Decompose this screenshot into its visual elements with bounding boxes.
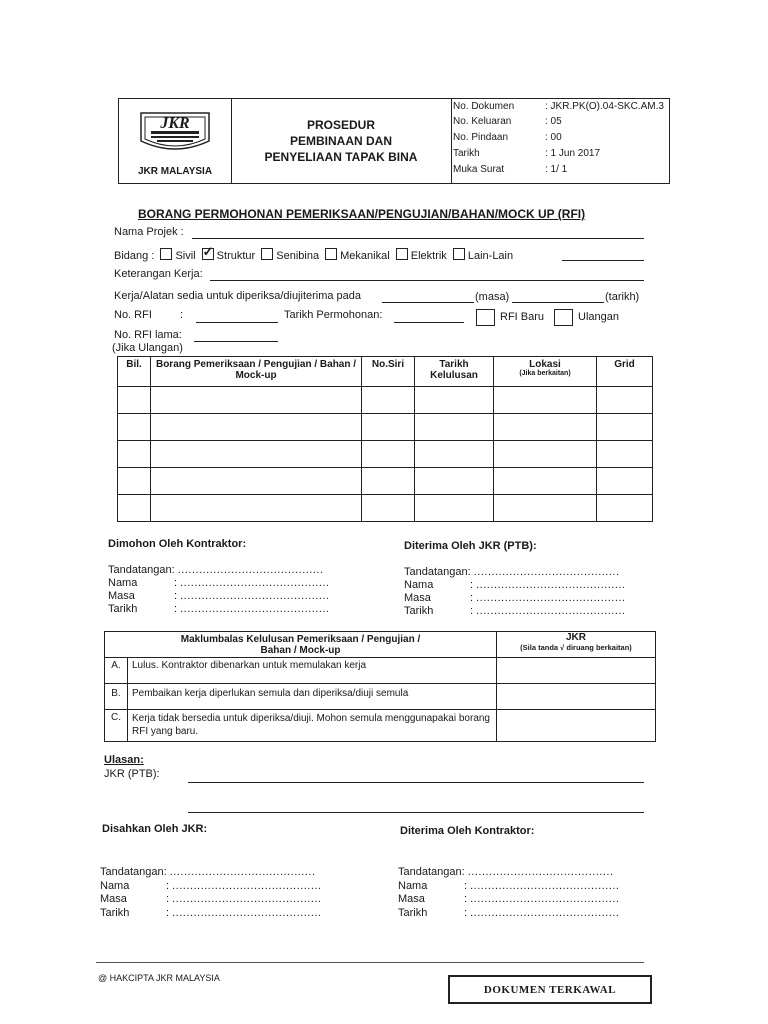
bidang-row xyxy=(114,248,513,262)
footer-rule xyxy=(96,962,644,963)
form-title: BORANG PERMOHONAN PEMERIKSAAN/PENGUJIAN/BAHAN/MOCK UP (RFI) xyxy=(138,207,586,221)
col-lokasi xyxy=(494,357,597,387)
sign-label: Masa xyxy=(108,590,135,602)
tarikh-label: (tarikh) xyxy=(605,291,640,303)
no-rfi-field[interactable] xyxy=(196,322,278,323)
jkr-col-title: JKR xyxy=(565,632,586,643)
logo-text: JKR xyxy=(160,115,190,132)
feedback-tick-cell-a[interactable] xyxy=(497,658,656,684)
mekanikal-label: Mekanikal xyxy=(340,250,390,262)
title-line-2: PEMBINAAN DAN xyxy=(290,134,392,148)
procedure-title xyxy=(231,99,452,183)
feedback-header-right xyxy=(497,632,656,658)
ulangan-label: Ulangan xyxy=(578,311,619,323)
sign-label: Tarikh xyxy=(398,906,428,919)
sign-label: Tarikh xyxy=(100,906,130,919)
sign-row[interactable]: Tandatangan: ......................................... xyxy=(108,564,324,576)
sign-label: Tandatangan: xyxy=(404,566,471,578)
lokasi-title: Lokasi xyxy=(529,359,561,370)
table-row[interactable] xyxy=(118,387,653,414)
tarikh-field[interactable] xyxy=(512,302,604,303)
logo-cell xyxy=(119,99,232,183)
sign-row[interactable]: Nama : .......................................... xyxy=(404,579,626,591)
meta-value: : 05 xyxy=(545,116,562,127)
nama-projek-field[interactable] xyxy=(192,238,644,239)
meta-label: No. Dokumen xyxy=(453,101,515,112)
ulasan-label: JKR (PTB): xyxy=(104,768,160,780)
sign-row[interactable]: Tarikh : .......................................... xyxy=(108,603,330,615)
feedback-key: C. xyxy=(105,710,128,742)
nama-projek-label: Nama Projek : xyxy=(114,226,184,238)
copyright: @ HAKCIPTA JKR MALAYSIA xyxy=(98,973,220,983)
ulasan-title: Ulasan: xyxy=(104,754,144,766)
col-no-siri: No.Siri xyxy=(362,357,415,387)
feedback-key: A. xyxy=(105,658,128,684)
sign-label: Nama xyxy=(100,879,130,892)
sign-row[interactable]: Masa : .......................................... xyxy=(108,590,330,602)
ulasan-line-1[interactable] xyxy=(188,782,644,783)
meta-row xyxy=(453,116,669,132)
sign-row[interactable]: Tandatangan: ......................................... xyxy=(404,566,620,578)
jika-ulangan-label: (Jika Ulangan) xyxy=(112,342,183,354)
feedback-key: B. xyxy=(105,684,128,710)
controlled-document-stamp xyxy=(448,975,652,1004)
kerja-sedia-label: Kerja/Alatan sedia untuk diperiksa/diujiterima pada xyxy=(114,290,362,302)
no-rfi-lama-field[interactable] xyxy=(194,341,278,342)
tarikh-permohonan-field[interactable] xyxy=(394,322,464,323)
sign-label: Nama xyxy=(108,577,138,589)
col-bil: Bil. xyxy=(118,357,151,387)
masa-field[interactable] xyxy=(382,302,474,303)
meta-value: : 00 xyxy=(545,132,562,143)
document-header xyxy=(118,98,670,184)
keterangan-label: Keterangan Kerja: xyxy=(114,268,203,280)
feedback-text: Kerja tidak bersedia untuk diperiksa/diuji. Mohon semula menggunapakai borang RFI yang baru. xyxy=(128,710,497,742)
lain-lain-label: Lain-Lain xyxy=(467,250,514,262)
sign-row[interactable]: Masa : .......................................... xyxy=(404,592,626,604)
senibina-label: Senibina xyxy=(276,250,320,262)
mekanikal-checkbox[interactable] xyxy=(325,248,337,260)
jkr-col-sub: (Sila tanda √ diruang berkaitan) xyxy=(520,643,632,652)
diterima-kontraktor-sign-block xyxy=(398,866,619,920)
jkr-sign-block xyxy=(404,566,625,618)
sivil-checkbox[interactable] xyxy=(160,248,172,260)
meta-value: : 1 Jun 2017 xyxy=(545,148,601,159)
struktur-checkbox[interactable] xyxy=(202,248,214,260)
table-row[interactable] xyxy=(118,495,653,522)
feedback-tick-cell-c[interactable] xyxy=(497,710,656,742)
feedback-row-c xyxy=(105,710,656,742)
sign-row[interactable]: Tarikh : .......................................... xyxy=(398,906,620,919)
struktur-label: Struktur xyxy=(216,250,256,262)
title-line-1: PROSEDUR xyxy=(306,118,375,132)
sign-row[interactable]: Nama : .......................................... xyxy=(398,879,620,892)
sign-label: Tarikh xyxy=(404,605,434,617)
sign-row[interactable]: Masa : .......................................... xyxy=(398,893,620,905)
col-grid: Grid xyxy=(597,357,653,387)
dimohon-kontraktor-title: Dimohon Oleh Kontraktor: xyxy=(108,538,247,550)
senibina-checkbox[interactable] xyxy=(261,248,273,260)
lain-lain-field[interactable] xyxy=(562,260,644,261)
meta-value: : 1/ 1 xyxy=(545,164,568,175)
rfi-baru-label: RFI Baru xyxy=(500,311,545,323)
feedback-tick-cell-b[interactable] xyxy=(497,684,656,710)
sign-label: Masa xyxy=(404,592,431,604)
no-rfi-lama-label: No. RFI lama: xyxy=(114,329,182,341)
meta-label: Muka Surat xyxy=(453,164,505,175)
stamp-text: DOKUMEN TERKAWAL xyxy=(483,983,617,996)
org-name: JKR MALAYSIA xyxy=(137,166,213,177)
table-row[interactable] xyxy=(118,468,653,495)
meta-label: No. Pindaan xyxy=(453,132,509,143)
sign-row[interactable]: Nama : .......................................... xyxy=(108,577,330,589)
document-meta xyxy=(453,101,669,180)
feedback-header xyxy=(105,632,656,658)
sign-row[interactable]: Tarikh : .......................................... xyxy=(100,906,322,919)
rfi-table-header xyxy=(118,357,653,387)
masa-label: (masa) xyxy=(475,291,510,303)
disahkan-sign-block xyxy=(100,866,321,920)
rfi-baru-checkbox[interactable] xyxy=(476,309,495,326)
jkr-logo xyxy=(137,107,213,157)
sign-label: Masa xyxy=(100,893,127,905)
feedback-table xyxy=(104,631,656,742)
keterangan-field[interactable] xyxy=(210,280,644,281)
feedback-text: Pembaikan kerja diperlukan semula dan diperiksa/diuji semula xyxy=(128,684,497,710)
sign-row[interactable]: Tandatangan: ......................................... xyxy=(398,866,614,878)
meta-label: No. Keluaran xyxy=(453,116,512,127)
no-rfi-colon: : xyxy=(180,309,184,321)
feedback-row-b xyxy=(105,684,656,710)
ulangan-checkbox[interactable] xyxy=(554,309,573,326)
diterima-kontraktor-title: Diterima Oleh Kontraktor: xyxy=(400,825,535,837)
sign-row[interactable]: Nama : .......................................... xyxy=(100,879,322,892)
sign-label: Tandatangan: xyxy=(108,564,175,576)
feedback-row-a xyxy=(105,658,656,684)
diterima-jkr-title: Diterima Oleh JKR (PTB): xyxy=(404,540,537,552)
elektrik-checkbox[interactable] xyxy=(396,248,408,260)
tarikh-permohonan-label: Tarikh Permohonan: xyxy=(284,309,383,321)
sign-label: Masa xyxy=(398,893,425,905)
meta-row xyxy=(453,132,669,148)
sign-label: Tandatangan: xyxy=(100,866,167,878)
title-line-3: PENYELIAAN TAPAK BINA xyxy=(264,150,418,164)
sign-label: Nama xyxy=(404,579,434,591)
disahkan-jkr-title: Disahkan Oleh JKR: xyxy=(102,823,208,835)
sign-label: Tarikh xyxy=(108,603,138,615)
sign-row[interactable]: Tarikh : .......................................... xyxy=(404,605,626,617)
feedback-text: Lulus. Kontraktor dibenarkan untuk memulakan kerja xyxy=(128,658,497,684)
lain-lain-checkbox[interactable] xyxy=(453,248,465,260)
meta-row xyxy=(453,101,669,116)
col-tarikh-kelulusan: Tarikh Kelulusan xyxy=(415,357,494,387)
ulasan-line-2[interactable] xyxy=(188,812,644,813)
kontraktor-sign-block xyxy=(108,564,329,616)
elektrik-label: Elektrik xyxy=(410,250,447,262)
meta-value: : JKR.PK(O).04-SKC.AM.3 xyxy=(545,101,664,112)
no-rfi-label: No. RFI xyxy=(114,309,152,321)
col-borang: Borang Pemeriksaan / Pengujian / Bahan / Mock-up xyxy=(151,357,362,387)
sivil-label: Sivil xyxy=(175,250,196,262)
bidang-label: Bidang : xyxy=(114,250,155,262)
feedback-header-left: Maklumbalas Kelulusan Pemeriksaan / Pengujian / Bahan / Mock-up xyxy=(105,632,497,658)
table-row[interactable] xyxy=(118,414,653,441)
meta-label: Tarikh xyxy=(453,148,480,159)
sign-row[interactable]: Masa : .......................................... xyxy=(100,893,322,905)
sign-row[interactable]: Tandatangan: ......................................... xyxy=(100,866,316,878)
meta-row xyxy=(453,148,669,164)
sign-label: Nama xyxy=(398,879,428,892)
rfi-table xyxy=(117,356,653,522)
lokasi-sub: (Jika berkaitan) xyxy=(519,370,571,377)
table-row[interactable] xyxy=(118,441,653,468)
meta-row xyxy=(453,164,669,180)
sign-label: Tandatangan: xyxy=(398,866,465,878)
